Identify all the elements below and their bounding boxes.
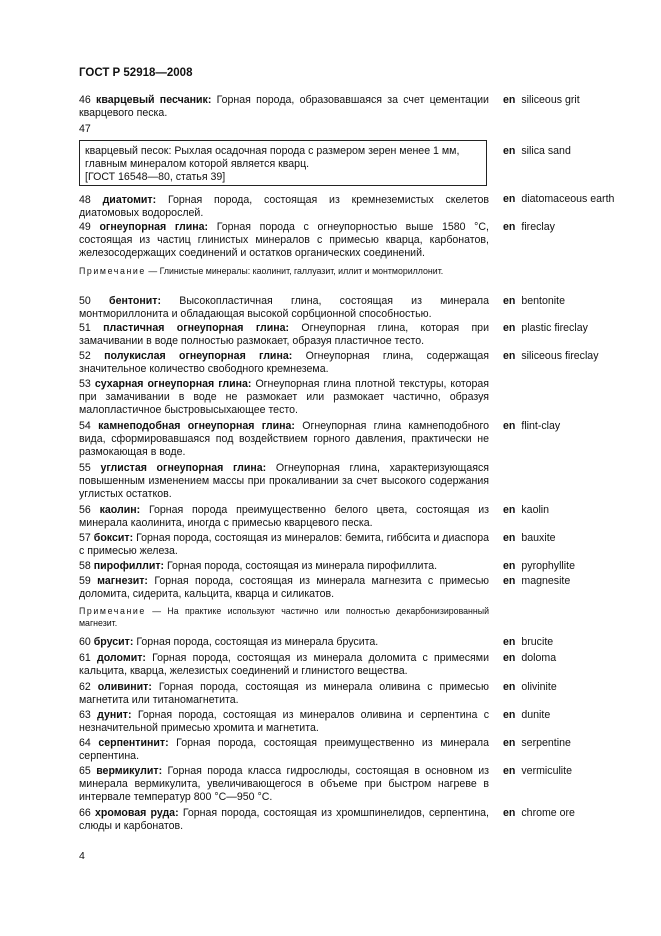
entry-50: 50 бентонит: Высокопластичная глина, состоящая из минерала монтмориллонита и обладающая высокой сорбционной способностью.	[79, 295, 489, 321]
entry-59: 59 магнезит: Горная порода, состоящая из минерала магнезита с примесью доломита, сидерита, кальцита, кварца и силикатов.	[79, 575, 489, 601]
definition: Горная порода, образовавшаяся за счет цементации кварцевого песка.	[79, 94, 489, 120]
entry-66: 66 хромовая руда: Горная порода, состоящая из хромшпинелидов, серпентина, слюды и карбонатов.	[79, 807, 490, 833]
entry-52: 52 полукислая огнеупорная глина: Огнеупорная глина, содержащая значительное количество свободного кремнезема.	[79, 350, 489, 376]
note-59: Примечание — На практике используют частично или полностью декарбонизированный магнезит.	[79, 606, 489, 628]
entry-63: 63 дунит: Горная порода, состоящая из минералов оливина и серпентина с незначительной примесью хромита и магнетита.	[79, 709, 489, 735]
entry-58: 58 пирофиллит: Горная порода, состоящая из минерала пирофиллита.	[79, 560, 438, 572]
en-equivalent-64: en serpentine	[503, 737, 571, 749]
entry-65: 65 вермикулит: Горная порода класса гидрослюды, состоящая в основном из минерала вермикулита, увеличивающегося в объеме при быстром нагреве в интервале температур 800 °С—950 °С.	[79, 765, 490, 804]
en-equivalent-56: en kaolin	[503, 504, 550, 516]
entry-64: 64 серпентинит: Горная порода, состоящая преимущественно из минерала серпентина.	[79, 737, 489, 763]
entry-54: 54 камнеподобная огнеупорная глина: Огнеупорная глина камнеподобного вида, сформировавшаяся под воздействием горного давления, практически не размокающая в воде.	[79, 420, 490, 459]
en-equivalent-51: en plastic fireclay	[503, 322, 588, 334]
en-equivalent-66: en chrome ore	[503, 807, 575, 819]
entry-53: 53 сухарная огнеупорная глина: Огнеупорная глина плотной текстуры, которая при замачивании в воде не размокает или размокает частично, образуя малопластичное быстровысыхающее тесто.	[79, 378, 489, 417]
en-equivalent-46: en siliceous grit	[503, 94, 580, 106]
en-equivalent-50: en bentonite	[503, 295, 565, 307]
en-equivalent-62: en olivinite	[503, 681, 557, 693]
entry-60: 60 брусит: Горная порода, состоящая из минерала брусита.	[79, 636, 379, 648]
entry-49: 49 огнеупорная глина: Горная порода с огнеупорностью выше 1580 °С, состоящая из частиц глинистых минералов с примесью кварца, карбонатов, железосодержащих соединений и остатков органических соединений.	[79, 221, 489, 260]
en-equivalent-61: en doloma	[503, 652, 557, 664]
en-equivalent-65: en vermiculite	[503, 765, 573, 777]
entry-57: 57 боксит: Горная порода, состоящая из минералов: бемита, гиббсита и диаспора с примесью железа.	[79, 532, 489, 558]
entry-62: 62 оливинит: Горная порода, состоящая из минерала оливина с примесью магнетита или титаномагнетита.	[79, 681, 489, 707]
entry-47-box: кварцевый песок: Рыхлая осадочная порода с размером зерен менее 1 мм, главным минералом которой является кварц. [ГОСТ 16548—80, статья 39]	[79, 140, 487, 186]
en-equivalent-58: en pyrophyllite	[503, 560, 575, 572]
note-49: Примечание — Глинистые минералы: каолинит, галлуазит, иллит и монтмориллонит.	[79, 266, 444, 276]
term: кварцевый песчаник:	[96, 94, 212, 106]
en-equivalent-54: en flint-clay	[503, 420, 561, 432]
en-equivalent-52: en siliceous fireclay	[503, 350, 599, 362]
reference: [ГОСТ 16548—80, статья 39]	[85, 171, 226, 184]
entry-47-number: 47	[79, 123, 91, 135]
entry-56: 56 каолин: Горная порода преимущественно белого цвета, состоящая из минерала каолинита, иногда с примесью кварцевого песка.	[79, 504, 489, 530]
en-equivalent-57: en bauxite	[503, 532, 556, 544]
document-header: ГОСТ Р 52918—2008	[79, 67, 193, 79]
entry-51: 51 пластичная огнеупорная глина: Огнеупорная глина, которая при замачивании в воде полностью размокает, образуя пластичное тесто.	[79, 322, 489, 348]
en-equivalent-63: en dunite	[503, 709, 551, 721]
en-equivalent-47: en silica sand	[503, 145, 571, 157]
page-number: 4	[79, 850, 85, 862]
en-equivalent-60: en brucite	[503, 636, 554, 648]
en-equivalent-49: en fireclay	[503, 221, 555, 233]
en-equivalent-48: en diatomaceous earth	[503, 193, 615, 205]
entry-46: 46 кварцевый песчаник: Горная порода, образовавшаяся за счет цементации кварцевого песка.	[79, 94, 489, 120]
en-equivalent-59: en magnesite	[503, 575, 571, 587]
entry-61: 61 доломит: Горная порода, состоящая из минерала доломита с примесями кальцита, кварца, железистых соединений и глинистого вещества.	[79, 652, 489, 678]
entry-55: 55 углистая огнеупорная глина: Огнеупорная глина, характеризующаяся повышенным изменением массы при прокаливании за счет высокого содержания углистых остатков.	[79, 462, 489, 501]
entry-48: 48 диатомит: Горная порода, состоящая из кремнеземистых скелетов диатомовых водорослей.	[79, 194, 490, 220]
